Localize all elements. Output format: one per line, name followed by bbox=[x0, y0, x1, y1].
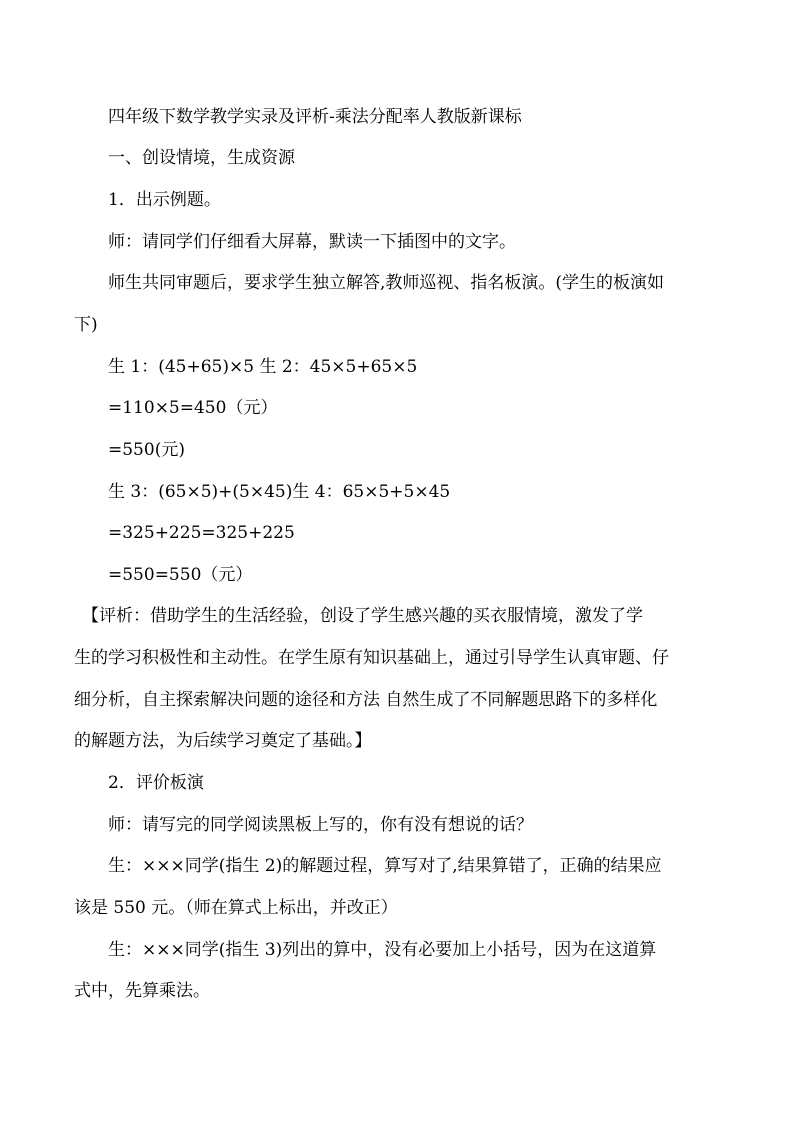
student-line: 该是 550 元。（师在算式上标出，并改正） bbox=[74, 898, 398, 918]
evaluation-line: 细分析，自主探索解决问题的途径和方法 自然生成了不同解题思路下的多样化 bbox=[74, 690, 658, 710]
calculation-line: 生 3：(65×5)+(5×45)生 4：65×5+5×45 bbox=[108, 482, 451, 502]
student-line: 式中，先算乘法。 bbox=[74, 981, 210, 1001]
calculation-line: =550(元) bbox=[108, 440, 185, 460]
calculation-line: =110×5=450（元） bbox=[108, 398, 278, 418]
teacher-line: 师：请写完的同学阅读黑板上写的，你有没有想说的话？ bbox=[108, 815, 533, 835]
paragraph-line: 师生共同审题后，要求学生独立解答,教师巡视、指名板演。(学生的板演如 bbox=[108, 273, 665, 293]
student-line: 生：×××同学(指生 2)的解题过程，算写对了,结果算错了，正确的结果应 bbox=[108, 856, 662, 876]
item-heading: 2．评价板演 bbox=[108, 773, 204, 793]
section-heading: 一、创设情境，生成资源 bbox=[108, 148, 295, 168]
paragraph-line: 下) bbox=[74, 315, 98, 335]
evaluation-line: 的解题方法，为后续学习奠定了基础。】 bbox=[74, 731, 372, 751]
item-heading: 1．出示例题。 bbox=[108, 190, 221, 210]
evaluation-line: 【评析：借助学生的生活经验，创设了学生感兴趣的买衣服情境，激发了学 bbox=[82, 606, 643, 626]
calculation-line: =325+225=325+225 bbox=[108, 523, 295, 543]
calculation-line: 生 1：(45+65)×5 生 2：45×5+65×5 bbox=[108, 357, 418, 377]
evaluation-line: 生的学习积极性和主动性。在学生原有知识基础上，通过引导学生认真审题、仔 bbox=[74, 648, 669, 668]
document-title: 四年级下数学教学实录及评析-乘法分配率人教版新课标 bbox=[108, 107, 522, 127]
calculation-line: =550=550（元） bbox=[108, 565, 253, 585]
teacher-line: 师：请同学们仔细看大屏幕，默读一下插图中的文字。 bbox=[108, 232, 516, 252]
student-line: 生：×××同学(指生 3)列出的算中，没有必要加上小括号，因为在这道算 bbox=[108, 940, 657, 960]
